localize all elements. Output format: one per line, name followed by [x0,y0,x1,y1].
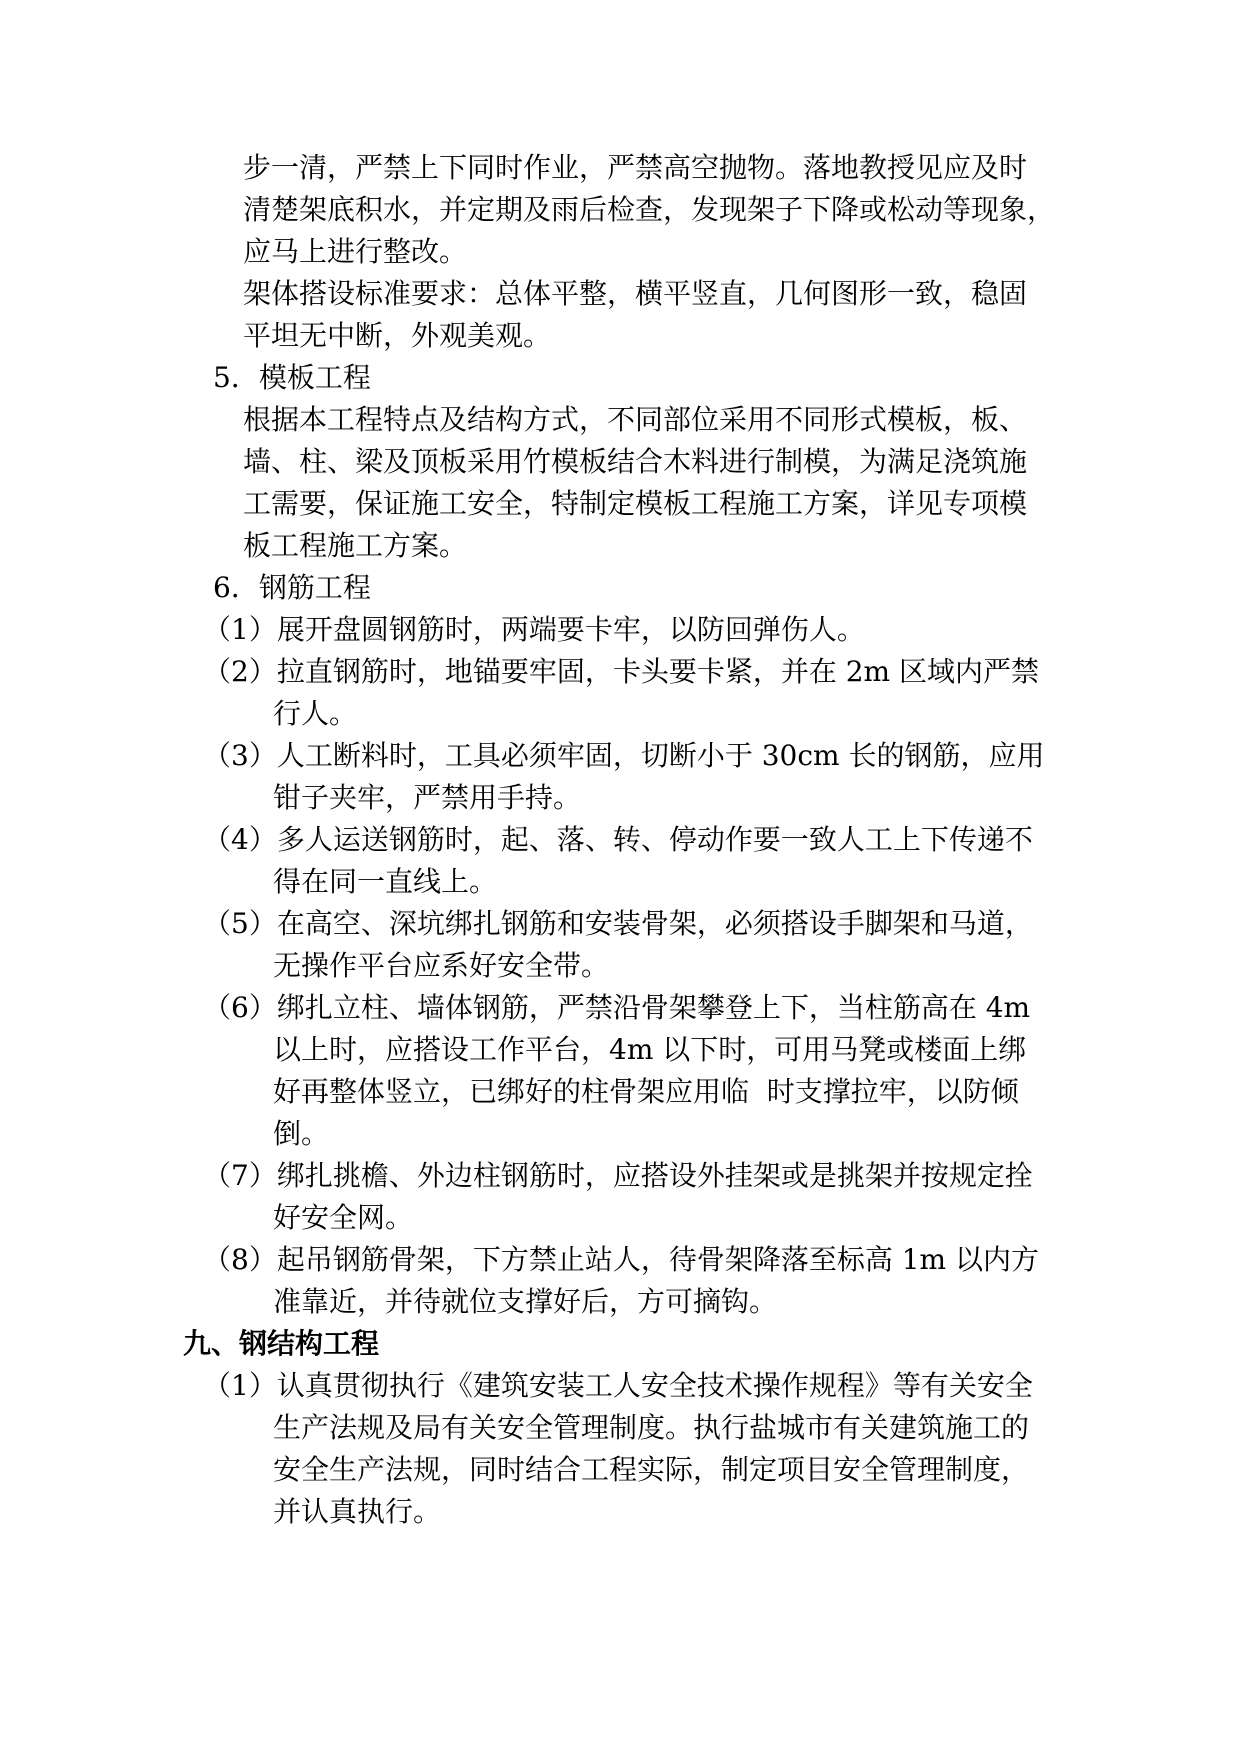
text-line: 清楚架底积水，并定期及雨后检查，发现架子下降或松动等现象， [243,193,1056,226]
text-line: 根据本工程特点及结构方式，不同部位采用不同形式模板，板、 [243,403,1028,436]
text-line: 步一清，严禁上下同时作业，严禁高空抛物。落地教授见应及时 [243,151,1028,184]
list-item-continuation: 以上时，应搭设工作平台，4m 以下时，可用马凳或楼面上绑 [273,1033,1027,1066]
list-item: （6）绑扎立柱、墙体钢筋，严禁沿骨架攀登上下，当柱筋高在 4m [203,991,1031,1024]
list-item-continuation: 得在同一直线上。 [273,865,498,898]
list-item-continuation: 好安全网。 [273,1201,414,1234]
list-item-continuation: 并认真执行。 [273,1495,442,1528]
list-item: （3）人工断料时，工具必须牢固，切断小于 30cm 长的钢筋，应用 [203,739,1045,772]
list-item-continuation: 准靠近，并待就位支撑好后，方可摘钩。 [273,1285,778,1318]
list-item: （8）起吊钢筋骨架，下方禁止站人，待骨架降落至标高 1m 以内方 [203,1243,1039,1276]
section-heading: 5．模板工程 [213,361,371,394]
list-item: （2）拉直钢筋时，地锚要牢固，卡头要卡紧，并在 2m 区域内严禁 [203,655,1039,688]
text-line: 墙、柱、梁及顶板采用竹模板结合木料进行制模，为满足浇筑施 [243,445,1028,478]
chapter-heading: 九、钢结构工程 [183,1327,380,1360]
list-item: （4）多人运送钢筋时，起、落、转、停动作要一致人工上下传递不 [203,823,1033,856]
list-item: （7）绑扎挑檐、外边柱钢筋时，应搭设外挂架或是挑架并按规定拴 [203,1159,1033,1192]
list-item: （1）展开盘圆钢筋时，两端要卡牢，以防回弹伤人。 [203,613,865,646]
section-heading: 6．钢筋工程 [213,571,371,604]
list-item-continuation: 生产法规及局有关安全管理制度。执行盐城市有关建筑施工的 [273,1411,1030,1444]
text-line: 平坦无中断，外观美观。 [243,319,552,352]
list-item-continuation: 钳子夹牢，严禁用手持。 [273,781,582,814]
list-item: （5）在高空、深坑绑扎钢筋和安装骨架，必须搭设手脚架和马道， [203,907,1033,940]
text-line: 架体搭设标准要求：总体平整，横平竖直，几何图形一致，稳固 [243,277,1028,310]
list-item-continuation: 倒。 [273,1117,330,1150]
list-item-continuation: 安全生产法规，同时结合工程实际，制定项目安全管理制度， [273,1453,1030,1486]
text-line: 工需要，保证施工安全，特制定模板工程施工方案，详见专项模 [243,487,1028,520]
list-item-continuation: 行人。 [273,697,358,730]
list-item: （1）认真贯彻执行《建筑安装工人安全技术操作规程》等有关安全 [203,1369,1033,1402]
list-item-continuation: 无操作平台应系好安全带。 [273,949,610,982]
list-item-continuation: 好再整体竖立，已绑好的柱骨架应用临 时支撑拉牢，以防倾 [273,1075,1019,1108]
text-line: 应马上进行整改。 [243,235,468,268]
text-line: 板工程施工方案。 [243,529,468,562]
